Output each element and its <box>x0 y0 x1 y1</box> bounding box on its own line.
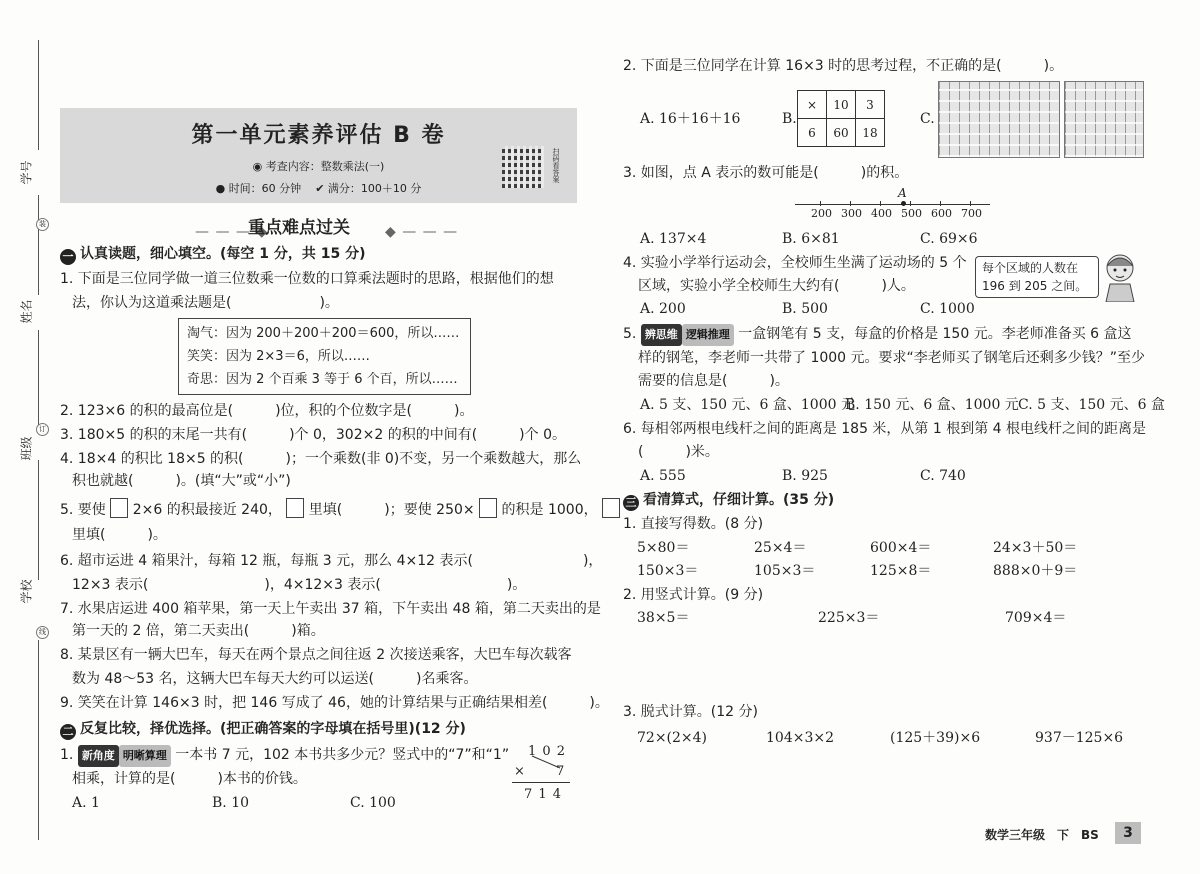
question-1-8-line1: 8. 某景区有一辆大巴车，每天在两个景点之间往返 2 次接送乘客，大巴车每次载客 <box>60 647 572 663</box>
margin-label-class: 班级 <box>19 436 34 461</box>
box-symbol <box>286 498 304 518</box>
number-line-tick <box>880 201 881 206</box>
section-number-badge: 二 <box>60 724 76 740</box>
option-c[interactable]: C. 1000 <box>920 301 975 317</box>
section-2-heading-text: 反复比较，择优选择。(把正确答案的字母填在括号里)(12 分) <box>80 721 466 737</box>
margin-line <box>38 330 39 425</box>
oral-calc-item[interactable]: 125×8＝ <box>870 563 932 579</box>
page-number: 3 <box>1115 822 1141 844</box>
oral-calc-item[interactable]: 105×3＝ <box>754 563 816 579</box>
option-c[interactable]: C. 5 支、150 元、6 盒 <box>1018 397 1165 413</box>
question-number: 1. <box>60 747 74 763</box>
number-line-tick <box>910 201 911 206</box>
question-text: )。 <box>506 577 527 593</box>
check-icon: ✔ <box>315 182 325 195</box>
option-c[interactable]: C. <box>920 111 935 127</box>
question-text: 5. 要使 <box>60 502 106 518</box>
question-2-6-line2: ( )米。 <box>638 444 719 460</box>
exam-scope-text: 考查内容：整数乘法(一) <box>265 160 385 173</box>
qr-label: 扫码看答案 <box>552 148 560 183</box>
option-b[interactable]: B. <box>782 111 797 127</box>
binding-circle-mark: 订 <box>36 423 49 436</box>
question-2-1-line2: 相乘，计算的是( )本书的价钱。 <box>72 771 307 787</box>
multiplication-grid-table <box>797 90 885 147</box>
exam-score: 满分：100＋10 分 <box>327 182 422 195</box>
question-number: 5. <box>623 326 637 342</box>
hint-xiaoxiao: 笑笑：因为 2×3＝6，所以…… <box>187 349 370 364</box>
question-2-1-line1 <box>60 744 509 767</box>
tag-clarify: 明晰算理 <box>119 745 171 767</box>
decorative-dashes: — — — ◆ <box>195 224 269 240</box>
question-3-2: 2. 用竖式计算。(9 分) <box>623 587 764 603</box>
calc-times: × <box>514 764 525 779</box>
option-b[interactable]: B. 10 <box>212 795 250 811</box>
question-1-9: 9. 笑笑在计算 146×3 时，把 146 写成了 46，她的计算结果与正确结果相差( )。 <box>60 695 609 711</box>
question-text: 2×6 的积最接近 240， <box>132 502 282 518</box>
option-c[interactable]: C. 69×6 <box>920 231 978 247</box>
question-1-5-line2: 里填( )。 <box>72 527 167 543</box>
table-cell: × <box>798 91 827 119</box>
calc-result: 7 1 4 <box>524 787 563 802</box>
table-cell: 60 <box>827 119 856 147</box>
oral-calc-item[interactable]: 150×3＝ <box>637 563 699 579</box>
oral-calc-item[interactable]: 888×0＋9＝ <box>993 563 1078 579</box>
question-text: 的积是 1000， <box>501 502 598 518</box>
margin-line <box>38 640 39 840</box>
hint-box <box>178 318 471 395</box>
table-cell: 10 <box>827 91 856 119</box>
calc-rule <box>512 782 570 783</box>
book-info: 数学三年级 下 BS <box>985 828 1099 842</box>
box-symbol <box>602 498 620 518</box>
question-1-6-line1 <box>60 550 602 572</box>
vertical-calc-item[interactable]: 709×4＝ <box>1005 610 1067 626</box>
question-1-5-line1 <box>60 498 620 521</box>
target-icon: ◉ <box>252 160 263 173</box>
question-3-1: 1. 直接写得数。(8 分) <box>623 516 764 532</box>
question-1-8-line2: 数为 48～53 名，这辆大巴车每天大约可以运送( )名乘客。 <box>72 671 478 687</box>
question-text: 一盒钢笔有 5 支，每盒的价格是 150 元。李老师准备买 6 盒这 <box>738 326 1132 342</box>
answer-box[interactable] <box>110 498 128 518</box>
step-calc-item[interactable]: (125＋39)×6 <box>890 730 981 746</box>
table-cell: 18 <box>856 119 885 147</box>
counting-blocks-image <box>1064 81 1144 158</box>
option-b[interactable]: B. 925 <box>782 468 828 484</box>
exam-time: 时间：60 分钟 <box>228 182 302 195</box>
vertical-calc-item[interactable]: 225×3＝ <box>818 610 880 626</box>
question-2-4-line2: 区域，实验小学全校师生大约有( )人。 <box>638 278 915 294</box>
question-1-6-line2 <box>72 574 526 596</box>
calc-link-line <box>530 754 564 772</box>
question-3-3: 3. 脱式计算。(12 分) <box>623 704 758 720</box>
section-1-heading <box>60 243 366 265</box>
option-a[interactable]: A. 137×4 <box>640 231 707 247</box>
bubble-line: 每个区域的人数在 <box>982 261 1079 275</box>
section-1-heading-text: 认真读题，细心填空。(每空 1 分，共 15 分) <box>80 246 366 262</box>
question-2-5-line3: 需要的信息是( )。 <box>638 373 789 389</box>
section-number-badge: 三 <box>623 495 639 511</box>
option-b[interactable]: B. 6×81 <box>782 231 840 247</box>
hint-qisi: 奇思：因为 2 个百乘 3 等于 6 个百，所以…… <box>187 372 458 387</box>
oral-calc-item[interactable]: 600×4＝ <box>870 540 932 556</box>
tick-label: 500 <box>901 207 922 220</box>
binding-circle-mark: 装 <box>36 218 49 231</box>
tag-new-angle: 新角度 <box>78 745 119 767</box>
option-b[interactable]: B. 500 <box>782 301 828 317</box>
question-2-3: 3. 如图，点 A 表示的数可能是( )的积。 <box>623 165 909 181</box>
question-text: )， <box>582 553 603 569</box>
number-line-tick <box>850 201 851 206</box>
speech-bubble <box>975 256 1099 298</box>
exam-scope <box>60 158 577 174</box>
option-a[interactable]: A. 5 支、150 元、6 盒、1000 元 <box>640 397 855 413</box>
option-a[interactable]: A. 200 <box>640 301 686 317</box>
question-text: 6. 超市运进 4 箱果汁，每箱 12 瓶，每瓶 3 元，那么 4×12 表示( <box>60 553 473 569</box>
question-1-3: 3. 180×5 的积的末尾一共有( )个 0，302×2 的积的中间有( )个 0。 <box>60 427 566 443</box>
option-a[interactable]: A. 16＋16＋16 <box>640 111 741 127</box>
section-title: 重点难点过关 <box>248 218 350 238</box>
option-c[interactable]: C. 100 <box>350 795 396 811</box>
answer-box[interactable] <box>479 498 497 518</box>
question-2-2: 2. 下面是三位同学在计算 16×3 时的思考过程，不正确的是( )。 <box>623 58 1064 74</box>
question-1-7-line1: 7. 水果店运进 400 箱苹果，第一天上午卖出 37 箱，下午卖出 48 箱，第二天卖出的是 <box>60 601 601 617</box>
tag-think: 辨思维 <box>641 324 682 346</box>
step-calc-item[interactable]: 104×3×2 <box>766 730 834 746</box>
page-title: 第一单元素养评估 B 卷 <box>191 123 446 148</box>
binding-circle-mark: 线 <box>36 626 49 639</box>
header-banner <box>60 108 577 203</box>
qr-code-icon[interactable] <box>502 146 544 188</box>
margin-line <box>38 460 39 580</box>
question-2-5-line1 <box>623 323 1132 346</box>
decorative-dashes: ◆ — — — <box>385 224 459 240</box>
oral-calc-item[interactable]: 25×4＝ <box>754 540 807 556</box>
number-line-axis <box>795 204 990 205</box>
number-line-tick <box>940 201 941 206</box>
question-2-4-line1: 4. 实验小学举行运动会，全校师生坐满了运动场的 5 个 <box>623 255 967 271</box>
tick-label: 300 <box>841 207 862 220</box>
margin-label-name: 姓名 <box>19 299 34 324</box>
counting-blocks-image <box>938 81 1060 158</box>
section-3-heading <box>623 489 834 511</box>
question-1-4-line1: 4. 18×4 的积比 18×5 的积( )；一个乘数(非 0)不变，另一个乘数越大，那么 <box>60 451 582 467</box>
table-cell: 3 <box>856 91 885 119</box>
margin-label-school: 学校 <box>19 579 34 604</box>
option-b[interactable]: B. 150 元、6 盒、1000 元 <box>845 397 1019 413</box>
calc-top: 1 0 2 <box>528 744 567 759</box>
option-a[interactable]: A. 1 <box>72 795 100 811</box>
question-1-7-line2: 第一天的 2 倍，第二天卖出( )箱。 <box>72 623 325 639</box>
question-1-1-line2 <box>72 292 339 314</box>
oral-calc-item[interactable]: 24×3＋50＝ <box>993 540 1078 556</box>
number-line-tick <box>970 201 971 206</box>
girl-character-icon <box>1100 250 1140 302</box>
oral-calc-item[interactable]: 5×80＝ <box>637 540 690 556</box>
question-text: 法，你认为这道乘法题是( <box>72 295 232 311</box>
point-a-marker <box>901 201 906 206</box>
exam-meta <box>60 180 577 196</box>
calc-multiplier: 7 <box>556 764 565 779</box>
step-calc-item[interactable]: 937－125×6 <box>1035 730 1124 746</box>
tick-label: 600 <box>931 207 952 220</box>
question-text: 里填( )；要使 250× <box>308 502 475 518</box>
tick-label: 200 <box>811 207 832 220</box>
question-text: )，4×12×3 表示( <box>264 577 381 593</box>
number-line-tick <box>820 201 821 206</box>
option-a[interactable]: A. 555 <box>640 468 686 484</box>
section-number-badge: 一 <box>60 249 76 265</box>
margin-label-student-number: 学号 <box>19 160 34 185</box>
tick-label: 400 <box>871 207 892 220</box>
question-1-4-line2: 积也就越( )。(填“大”或“小”) <box>72 473 291 489</box>
margin-line <box>38 40 39 150</box>
tick-label: 700 <box>961 207 982 220</box>
question-1-1-line1: 1. 下面是三位同学做一道三位数乘一位数的口算乘法题时的思路，根据他们的想 <box>60 271 554 287</box>
question-text: )。 <box>319 295 339 311</box>
question-text: 一本书 7 元，102 本书共多少元？竖式中的“7”和“1” <box>175 747 510 763</box>
question-2-5-line2: 样的钢笔，李老师一共带了 1000 元。要求“李老师买了钢笔后还剩多少钱？”至少 <box>638 350 1146 366</box>
tag-logic: 逻辑推理 <box>682 324 734 346</box>
question-2-6-line1: 6. 每相邻两根电线杆之间的距离是 185 米，从第 1 根到第 4 根电线杆之间的距离是 <box>623 421 1147 437</box>
option-c[interactable]: C. 740 <box>920 468 966 484</box>
margin-line <box>38 195 39 295</box>
question-text: 12×3 表示( <box>72 577 149 593</box>
hint-taoqi: 淘气：因为 200＋200＋200＝600，所以…… <box>187 326 460 341</box>
section-2-heading <box>60 718 466 740</box>
clock-icon: ● <box>215 182 226 195</box>
bubble-line: 196 到 205 之间。 <box>982 279 1088 293</box>
section-3-heading-text: 看清算式，仔细计算。(35 分) <box>643 492 835 508</box>
question-1-2: 2. 123×6 的积的最高位是( )位，积的个位数字是( )。 <box>60 403 474 419</box>
vertical-calc-item[interactable]: 38×5＝ <box>637 610 690 626</box>
point-a-label: A <box>898 186 907 200</box>
step-calc-item[interactable]: 72×(2×4) <box>637 730 708 746</box>
table-cell: 6 <box>798 119 827 147</box>
